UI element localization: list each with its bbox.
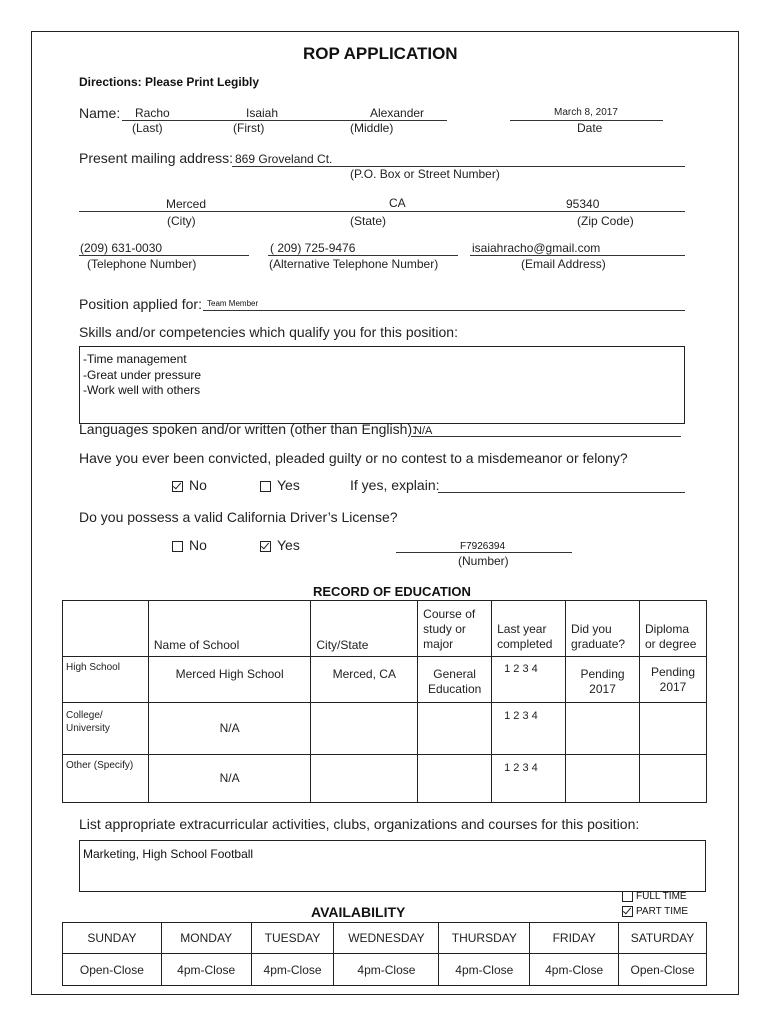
day-monday: MONDAY xyxy=(161,923,251,954)
license-no-option[interactable]: No xyxy=(172,537,207,553)
header-city: City/State xyxy=(311,601,418,657)
alt-phone-underline xyxy=(268,255,458,256)
position-value[interactable]: Team Member xyxy=(207,299,259,308)
first-name-value[interactable]: Isaiah xyxy=(246,106,279,120)
availability-table xyxy=(62,922,707,986)
alt-phone-value[interactable]: ( 209) 725-9476 xyxy=(270,241,356,255)
skills-line: -Time management xyxy=(83,352,187,366)
day-friday: FRIDAY xyxy=(530,923,619,954)
position-label: Position applied for: xyxy=(79,296,202,312)
license-question: Do you possess a valid California Driver’s License? xyxy=(79,509,398,525)
education-header-row xyxy=(63,601,707,657)
address-label: Present mailing address: xyxy=(79,150,234,166)
row-school[interactable]: N/A xyxy=(148,755,311,803)
extracurricular-box[interactable] xyxy=(79,840,706,892)
date-value[interactable]: March 8, 2017 xyxy=(554,107,618,118)
hours-tuesday[interactable]: 4pm-Close xyxy=(251,954,334,986)
languages-label: Languages spoken and/or written (other than English): xyxy=(79,421,416,437)
row-school[interactable]: N/A xyxy=(148,703,311,755)
row-city[interactable] xyxy=(311,755,418,803)
phone-underline xyxy=(79,255,249,256)
row-years[interactable]: 1 2 3 4 xyxy=(492,657,566,703)
zip-value[interactable]: 95340 xyxy=(566,197,600,211)
row-years[interactable]: 1 2 3 4 xyxy=(492,703,566,755)
row-diploma[interactable]: Pending 2017 xyxy=(640,657,707,703)
checkbox-icon[interactable] xyxy=(172,541,183,552)
row-school[interactable]: Merced High School xyxy=(148,657,311,703)
conviction-no-option[interactable]: No xyxy=(172,477,207,493)
table-row xyxy=(63,755,707,803)
row-course[interactable] xyxy=(418,755,492,803)
table-row xyxy=(63,657,707,703)
middle-caption: (Middle) xyxy=(350,121,394,135)
row-course[interactable] xyxy=(418,703,492,755)
form-title: ROP APPLICATION xyxy=(303,44,458,63)
header-school: Name of School xyxy=(148,601,311,657)
header-course: Course of study or major xyxy=(418,601,492,657)
row-city[interactable] xyxy=(311,703,418,755)
row-years[interactable]: 1 2 3 4 xyxy=(492,755,566,803)
row-diploma[interactable] xyxy=(640,755,707,803)
education-title: RECORD OF EDUCATION xyxy=(313,584,471,599)
languages-value[interactable]: N/A xyxy=(414,425,433,437)
row-type: College/ University xyxy=(63,703,149,755)
directions: Directions: Please Print Legibly xyxy=(79,75,260,89)
table-row xyxy=(63,703,707,755)
phone-value[interactable]: (209) 631-0030 xyxy=(80,241,163,255)
day-tuesday: TUESDAY xyxy=(251,923,334,954)
city-underline xyxy=(79,211,685,212)
checkbox-checked-icon[interactable] xyxy=(260,541,271,552)
street-caption: (P.O. Box or Street Number) xyxy=(350,167,500,181)
explain-label: If yes, explain: xyxy=(350,477,440,493)
header-graduate: Did you graduate? xyxy=(566,601,640,657)
phone-caption: (Telephone Number) xyxy=(87,257,197,271)
email-value[interactable]: isaiahracho@gmail.com xyxy=(472,241,601,255)
alt-phone-caption: (Alternative Telephone Number) xyxy=(269,257,439,271)
license-number-underline xyxy=(396,552,572,553)
languages-underline xyxy=(411,436,681,437)
row-graduate[interactable]: Pending 2017 xyxy=(566,657,640,703)
row-city[interactable]: Merced, CA xyxy=(311,657,418,703)
hours-monday[interactable]: 4pm-Close xyxy=(161,954,251,986)
license-number-caption: (Number) xyxy=(458,554,509,568)
license-number-value[interactable]: F7926394 xyxy=(460,541,506,552)
city-value[interactable]: Merced xyxy=(166,197,207,211)
day-wednesday: WEDNESDAY xyxy=(334,923,439,954)
extracurricular-label: List appropriate extracurricular activities, clubs, organizations and courses for this position: xyxy=(79,816,640,832)
zip-caption: (Zip Code) xyxy=(577,214,634,228)
row-type: High School xyxy=(63,657,149,703)
row-graduate[interactable] xyxy=(566,755,640,803)
extracurricular-value: Marketing, High School Football xyxy=(83,847,254,861)
email-underline xyxy=(470,255,685,256)
conviction-question: Have you ever been convicted, pleaded guilty or no contest to a misdemeanor or felony? xyxy=(79,450,628,466)
name-label: Name: xyxy=(79,105,121,121)
checkbox-icon[interactable] xyxy=(260,481,271,492)
availability-hours-row xyxy=(63,954,707,986)
hours-friday[interactable]: 4pm-Close xyxy=(530,954,619,986)
hours-sunday[interactable]: Open-Close xyxy=(63,954,162,986)
checkbox-checked-icon[interactable] xyxy=(172,481,183,492)
skills-label: Skills and/or competencies which qualify you for this position: xyxy=(79,324,458,340)
explain-underline[interactable] xyxy=(438,492,685,493)
license-yes-option[interactable]: Yes xyxy=(260,537,300,553)
hours-thursday[interactable]: 4pm-Close xyxy=(439,954,530,986)
header-diploma: Diploma or degree xyxy=(640,601,707,657)
hours-wednesday[interactable]: 4pm-Close xyxy=(334,954,439,986)
availability-title: AVAILABILITY xyxy=(311,904,406,920)
row-graduate[interactable] xyxy=(566,703,640,755)
hours-saturday[interactable]: Open-Close xyxy=(619,954,707,986)
last-name-value[interactable]: Racho xyxy=(135,106,170,120)
day-sunday: SUNDAY xyxy=(63,923,162,954)
checkbox-checked-icon[interactable] xyxy=(622,906,633,917)
day-thursday: THURSDAY xyxy=(439,923,530,954)
skills-box[interactable] xyxy=(79,346,685,424)
conviction-yes-option[interactable]: Yes xyxy=(260,477,300,493)
header-last-year: Last year completed xyxy=(492,601,566,657)
day-saturday: SATURDAY xyxy=(619,923,707,954)
row-type: Other (Specify) xyxy=(63,755,149,803)
availability-day-row xyxy=(63,923,707,954)
part-time-option[interactable]: PART TIME xyxy=(622,906,688,917)
street-value[interactable]: 869 Groveland Ct. xyxy=(235,152,333,166)
row-course[interactable]: General Education xyxy=(418,657,492,703)
state-value[interactable]: CA xyxy=(389,196,406,210)
date-caption: Date xyxy=(577,121,603,135)
middle-name-value[interactable]: Alexander xyxy=(370,106,425,120)
email-caption: (Email Address) xyxy=(521,257,606,271)
last-caption: (Last) xyxy=(132,121,163,135)
name-underline xyxy=(122,120,447,121)
state-caption: (State) xyxy=(350,214,387,228)
row-diploma[interactable] xyxy=(640,703,707,755)
city-caption: (City) xyxy=(167,214,196,228)
position-underline xyxy=(203,310,685,311)
full-time-option[interactable]: FULL TIME xyxy=(622,891,687,902)
education-table xyxy=(62,600,707,803)
skills-line: -Work well with others xyxy=(83,383,201,397)
skills-line: -Great under pressure xyxy=(83,367,202,382)
first-caption: (First) xyxy=(233,121,265,135)
checkbox-icon[interactable] xyxy=(622,891,633,902)
